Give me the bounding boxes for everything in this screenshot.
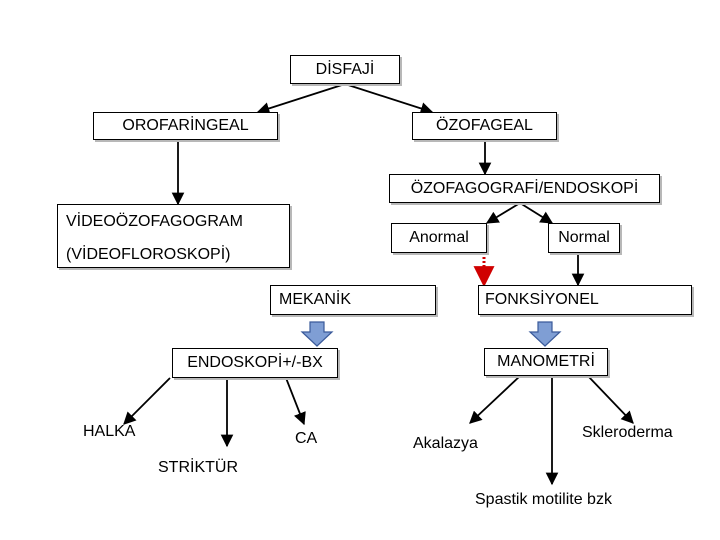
node-ozofagografi-endoskopi: ÖZOFAGOGRAFİ/ENDOSKOPİ — [389, 174, 660, 203]
label-ca: CA — [295, 430, 318, 447]
arrow-manometri-to-skleroderma — [588, 376, 633, 423]
arrow-ozofagografi-to-anormal — [487, 203, 520, 223]
label-videofloroskopi: (VİDEOFLOROSKOPİ) — [66, 246, 231, 263]
node-videoozofagogram — [57, 204, 290, 268]
node-mekanik: MEKANİK — [270, 285, 436, 315]
block-arrow-fonksiyonel-to-manometri — [530, 322, 560, 346]
block-arrow-mekanik-to-endoskopi — [302, 322, 332, 346]
node-orofaringeal: OROFARİNGEAL — [93, 112, 278, 140]
arrow-ozofagografi-to-normal — [520, 203, 552, 223]
label-spastik-motilite: Spastik motilite bzk — [475, 491, 612, 508]
label-akalazya: Akalazya — [413, 435, 478, 452]
label-videoozofagogram: VİDEOÖZOFAGOGRAM — [66, 213, 243, 230]
label-skleroderma: Skleroderma — [582, 424, 673, 441]
node-manometri: MANOMETRİ — [484, 348, 608, 376]
arrow-endoskopi-to-ca — [286, 378, 304, 424]
node-fonksiyonel: FONKSİYONEL — [478, 285, 692, 315]
node-anormal: Anormal — [391, 223, 487, 253]
node-endoskopi-bx: ENDOSKOPİ+/-BX — [172, 348, 338, 378]
node-disfaji: DİSFAJİ — [290, 55, 400, 84]
arrow-disfaji-to-ozofageal — [345, 84, 432, 112]
label-striktur: STRİKTÜR — [158, 459, 238, 476]
node-ozofageal: ÖZOFAGEAL — [412, 112, 557, 140]
arrow-endoskopi-to-halka — [124, 378, 170, 424]
label-halka: HALKA — [83, 423, 136, 440]
arrow-manometri-to-akalazya — [470, 376, 520, 423]
arrow-disfaji-to-orofaringeal — [258, 84, 345, 112]
node-normal: Normal — [548, 223, 620, 253]
